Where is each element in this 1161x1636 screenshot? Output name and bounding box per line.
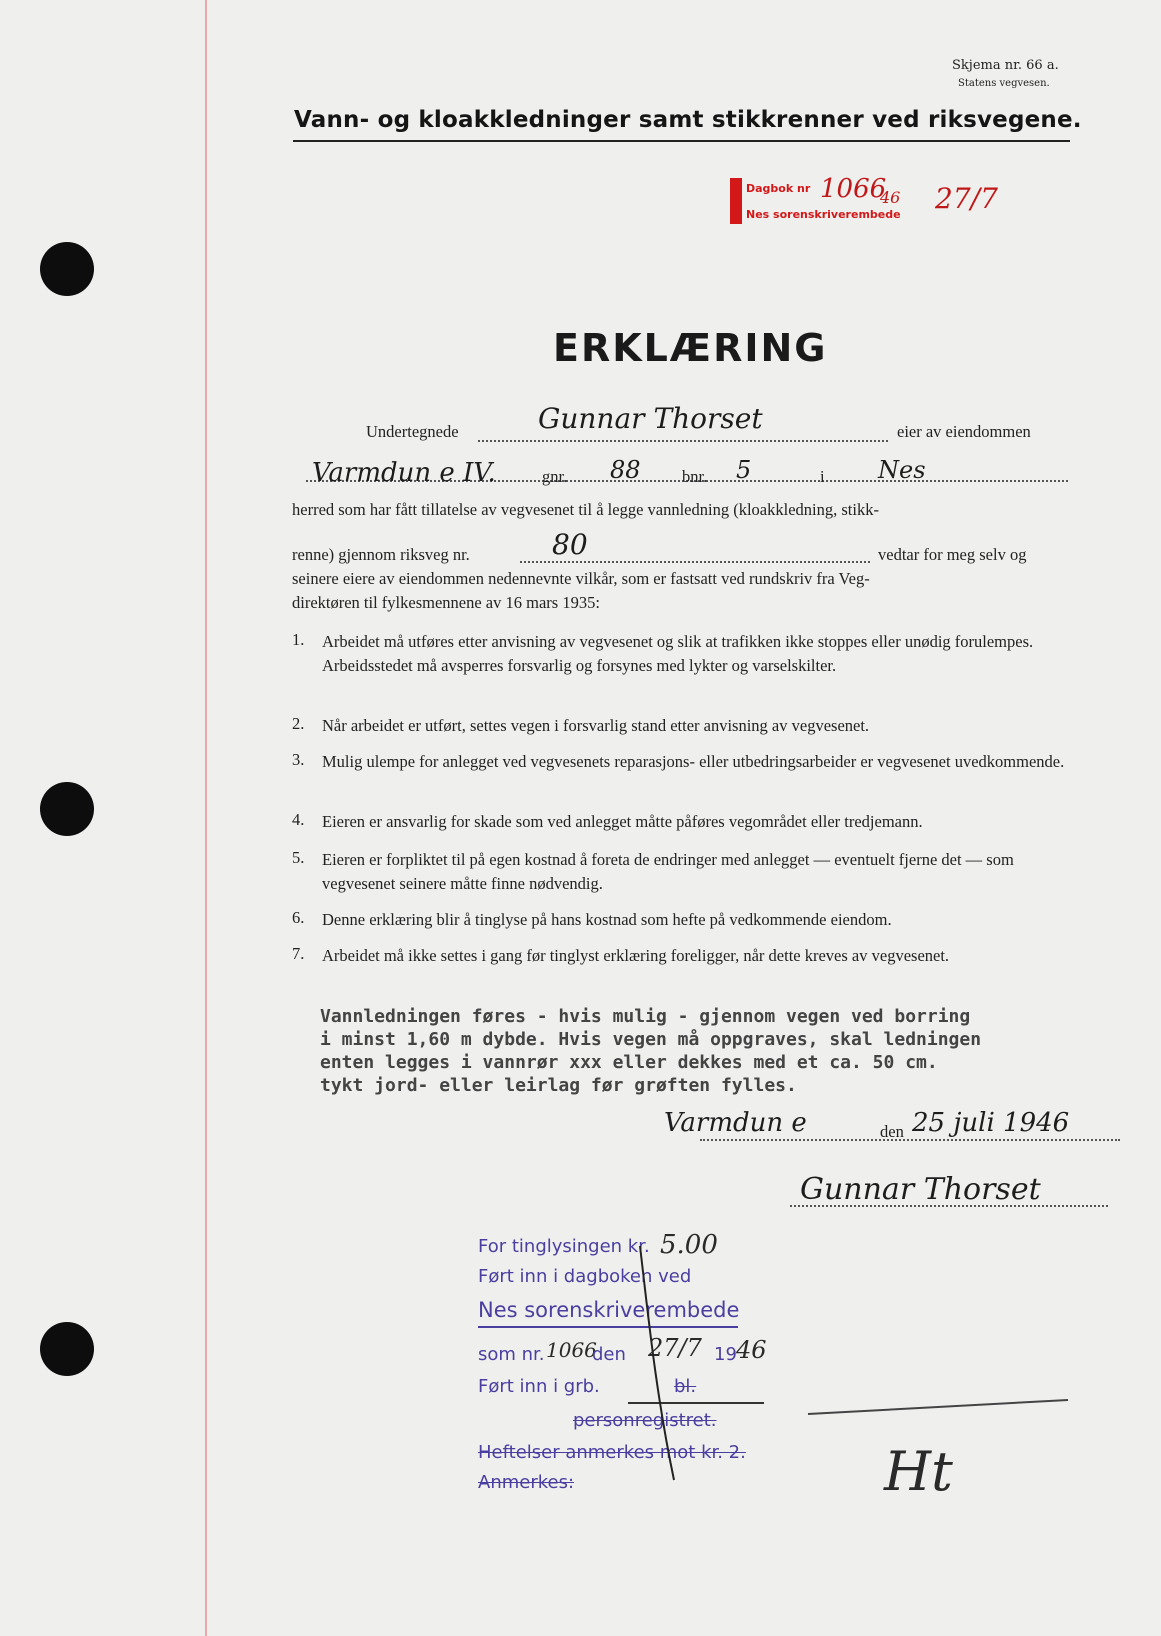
heading-underline xyxy=(293,140,1070,142)
condition-number: 5. xyxy=(292,848,305,867)
stamp-office-label: Nes sorenskriverembede xyxy=(746,208,901,221)
condition-text: Når arbeidet er utført, settes vegen i forsvarlig stand etter anvisning av vegvesenet. xyxy=(322,716,870,735)
stamp-date: 27/7 xyxy=(935,182,998,215)
condition-number: 2. xyxy=(292,714,305,733)
owner-label: eier av eiendommen xyxy=(897,422,1031,441)
property-name: Varmdun e IV. xyxy=(312,458,496,488)
stamp-fee-value: 5.00 xyxy=(660,1230,718,1260)
gnr-label: gnr. xyxy=(542,467,568,486)
stamp-line: Ført inn i dagboken ved xyxy=(478,1266,692,1287)
gnr-value: 88 xyxy=(610,456,641,484)
condition-text: Eieren er forpliktet til på egen kostnad å foreta de endringer med anlegget — eventuelt fjerne det — som vegvesenet seinere måtte finne nødvendig. xyxy=(322,850,1014,893)
i-label: i xyxy=(820,467,825,486)
condition-number: 4. xyxy=(292,810,305,829)
stamp-strike-stroke xyxy=(638,1244,678,1484)
body-line: seinere eiere av eiendommen nedennevnte vilkår, som er fastsatt ved rundskriv fra Veg- xyxy=(292,569,870,588)
stamp-year: 46 xyxy=(880,188,901,207)
condition-text: Arbeidet må utføres etter anvisning av vegvesenet og slik at trafikken ikke stoppes eller unødig forulempes. Arbeidsstedet må avsperres forsvarlig og forsynes med lykter og varselskilter. xyxy=(322,632,1034,675)
condition-text: Eieren er ansvarlig for skade som ved anlegget måtte påføres vegområdet eller tredjemann. xyxy=(322,812,923,831)
riksveg-value: 80 xyxy=(552,528,588,561)
undersigned-label: Undertegnede xyxy=(366,422,459,441)
stamp-dagbok-label: Dagbok nr xyxy=(746,182,811,195)
stamp-struck-text: Anmerkes: xyxy=(478,1472,575,1493)
condition-number: 6. xyxy=(292,908,305,927)
typed-line: enten legges i vannrør xxx eller dekkes med et ca. 50 cm. xyxy=(320,1052,938,1073)
signature-place: Varmdun e xyxy=(664,1108,807,1138)
stamp-year: 46 xyxy=(736,1336,767,1364)
fill-line xyxy=(520,561,870,563)
condition-number: 7. xyxy=(292,944,305,963)
condition-text: Arbeidet må ikke settes i gang før tinglyst erklæring foreligger, når dette kreves av vegvesenet. xyxy=(322,946,950,965)
condition-text: Mulig ulempe for anlegget ved vegvesenets reparasjons- eller utbedringsarbeider er vegvesenet uvedkommende. xyxy=(322,752,1065,771)
stamp-date: 27/7 xyxy=(648,1334,702,1362)
municipality: Nes xyxy=(878,456,926,484)
red-margin-line xyxy=(205,0,207,1636)
punch-hole xyxy=(40,782,94,836)
stamp-struck-text: bl. xyxy=(674,1376,697,1397)
punch-hole xyxy=(40,242,94,296)
stamp-number: 1066 xyxy=(820,174,887,204)
body-line: herred som har fått tillatelse av vegvesenet til å legge vannledning (kloakkledning, stikk- xyxy=(292,500,879,519)
body-line: direktøren til fylkesmennene av 16 mars 1935: xyxy=(292,593,600,612)
stamp-line: Ført inn i grb. xyxy=(478,1376,600,1397)
initials: Ht xyxy=(884,1440,953,1503)
undersigned-name: Gunnar Thorset xyxy=(538,402,763,435)
condition-number: 1. xyxy=(292,630,305,649)
signature-date: 25 juli 1946 xyxy=(912,1108,1070,1138)
bnr-label: bnr. xyxy=(682,467,708,486)
agency-name: Statens vegvesen. xyxy=(958,78,1050,89)
fill-line xyxy=(478,440,888,442)
stamp-year-prefix: 19 xyxy=(714,1344,737,1365)
red-receipt-stamp xyxy=(730,174,998,232)
fill-line xyxy=(700,1139,1120,1141)
form-number: Skjema nr. 66 a. xyxy=(952,58,1059,73)
stamp-bar xyxy=(730,178,742,224)
form-heading: Vann- og kloakkledninger samt stikkrenner ved riksvegene. xyxy=(294,107,1082,133)
typed-line: i minst 1,60 m dybde. Hvis vegen må oppgraves, skal ledningen xyxy=(320,1029,982,1050)
document-title: ERKLÆRING xyxy=(553,326,828,370)
stamp-struck-text: Heftelser anmerkes mot kr. 2. xyxy=(478,1442,746,1463)
stamp-struck-text: personregistret. xyxy=(573,1410,717,1431)
stamp-nr-value: 1066 xyxy=(546,1338,597,1362)
den-label: den xyxy=(880,1122,904,1141)
punch-hole xyxy=(40,1322,94,1376)
bnr-value: 5 xyxy=(736,456,752,484)
typed-line: tykt jord- eller leirlag før grøften fylles. xyxy=(320,1075,797,1096)
body-line-end: vedtar for meg selv og xyxy=(878,545,1027,564)
condition-number: 3. xyxy=(292,750,305,769)
signature-name: Gunnar Thorset xyxy=(800,1172,1041,1207)
typed-line: Vannledningen føres - hvis mulig - gjennom vegen ved borring xyxy=(320,1006,971,1027)
stamp-rule xyxy=(478,1326,738,1328)
riksveg-label: renne) gjennom riksveg nr. xyxy=(292,545,470,564)
typed-addendum xyxy=(320,1005,981,1097)
stamp-den-label: den xyxy=(592,1344,626,1365)
stamp-nr-label: som nr. xyxy=(478,1344,545,1365)
stamp-fee-label: For tinglysingen kr. xyxy=(478,1236,650,1257)
stamp-office: Nes sorenskriverembede xyxy=(478,1298,740,1322)
condition-text: Denne erklæring blir å tinglyse på hans kostnad som hefte på vedkommende eiendom. xyxy=(322,910,892,929)
